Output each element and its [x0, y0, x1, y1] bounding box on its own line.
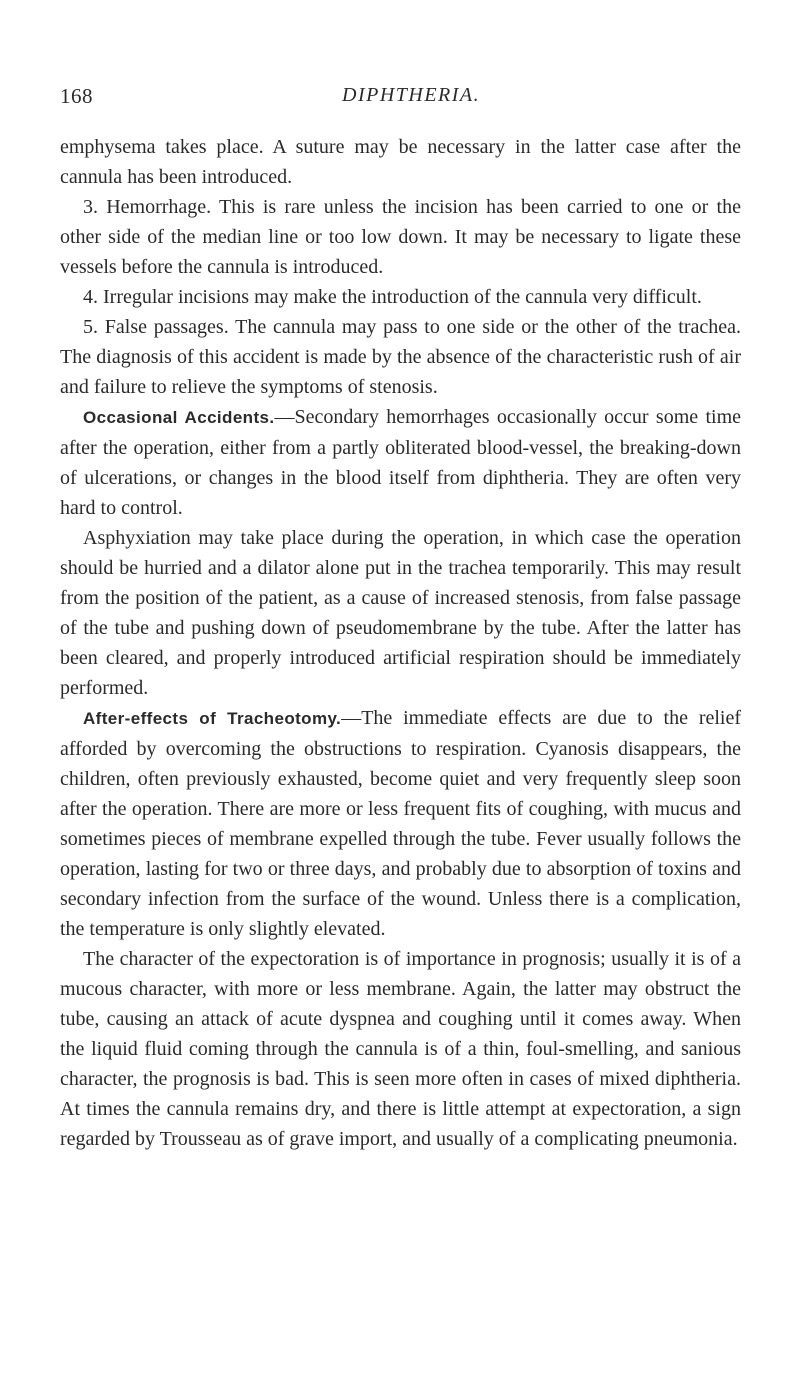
page-number: 168 — [60, 84, 93, 108]
paragraph-hemorrhage: 3. Hemorrhage. This is rare unless the incision has been carried to one or the other side of the median line or too low down. It may be necessary to ligate these vessels before the cannula is introduced. — [60, 196, 741, 278]
paragraph-occasional-accidents — [60, 402, 741, 523]
paragraph-after-effects — [60, 703, 741, 944]
body-text — [60, 132, 741, 1154]
paragraph-continuation: emphysema takes place. A suture may be necessary in the latter case after the cannula has been introduced. — [60, 136, 741, 188]
paragraph-irregular-incisions: 4. Irregular incisions may make the introduction of the cannula very difficult. — [83, 286, 702, 308]
paragraph-text: —Secondary hemorrhages occasionally occur some time after the operation, either from a partly obliterated blood-vessel, the breaking-down of ulcerations, or changes in the blood itself from diphtheria. They are often very hard to control. — [60, 406, 741, 519]
paragraph-expectoration: The character of the expectoration is of importance in prognosis; usually it is of a mucous character, with more or less membrane. Again, the latter may obstruct the tube, causing an attack of acute dyspnea and coughing until it comes away. When the liquid fluid coming through the cannula is of a thin, foul-smelling, and sanious character, the prognosis is bad. This is seen more often in cases of mixed diphtheria. At times the cannula remains dry, and there is little attempt at expectoration, a sign regarded by Trousseau as of grave import, and usually of a complicating pneumonia. — [60, 948, 741, 1150]
section-heading-occasional-accidents: Occasional Accidents. — [83, 408, 275, 427]
running-header — [60, 84, 740, 114]
paragraph-false-passages: 5. False passages. The cannula may pass to one side or the other of the trachea. The diagnosis of this accident is made by the absence of the characteristic rush of air and failure to relieve the symptoms of stenosis. — [60, 316, 741, 398]
running-title: DIPHTHERIA. — [342, 84, 481, 106]
paragraph-text: —The immediate effects are due to the relief afforded by overcoming the obstructions to respiration. Cyanosis disappears, the children, often previously exhausted, become quiet and very frequently sleep soon after the operation. There are more or less frequent fits of coughing, with mucus and sometimes pieces of membrane expelled through the tube. Fever usually follows the operation, lasting for two or three days, and probably due to absorption of toxins and secondary infection from the surface of the wound. Unless there is a complication, the temperature is only slightly elevated. — [60, 707, 741, 940]
section-heading-after-effects: After-effects of Tracheotomy. — [83, 709, 342, 728]
paragraph-asphyxiation: Asphyxiation may take place during the operation, in which case the operation should be hurried and a dilator alone put in the trachea temporarily. This may result from the position of the patient, as a cause of increased stenosis, from false passage of the tube and pushing down of pseudomembrane by the tube. After the latter has been cleared, and properly introduced artificial respiration should be immediately performed. — [60, 527, 741, 699]
